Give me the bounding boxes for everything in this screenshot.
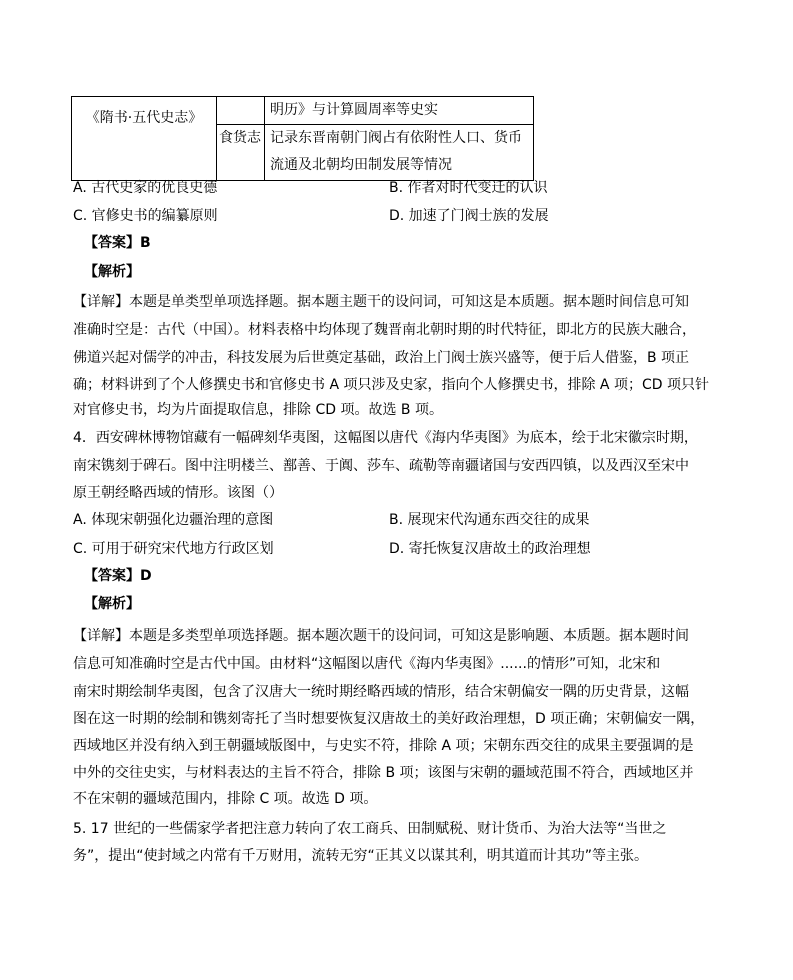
q3-option-d: D. 加速了门阀士族的发展 — [389, 208, 549, 224]
table-row1-cell — [265, 97, 534, 125]
q3-answer: 【答案】B — [84, 235, 151, 251]
q4-analysis-heading: 【解析】 — [84, 596, 140, 612]
q4-detail-line: 中外的交往史实，与材料表达的主旨不符合，排除 B 项；该图与宋朝的疆域范围不符合，西域地区并 — [73, 765, 694, 781]
table-book-cell — [72, 97, 217, 181]
table-row1-text: 明历》与计算圆周率等史实 — [270, 102, 438, 118]
q4-option-c: C. 可用于研究宋代地方行政区划 — [73, 541, 274, 557]
q4-detail-line: 南宋时期绘制华夷图，包含了汉唐大一统时期经略西域的情形，结合宋朝偏安一隅的历史背景，这幅 — [73, 684, 689, 700]
q4-detail-line: 不在宋朝的疆域范围内，排除 C 项。故选 D 项。 — [73, 791, 378, 807]
table-row2-line: 流通及北朝均田制发展等情况 — [270, 157, 452, 174]
q5-stem-line: 5. 17 世纪的一些儒家学者把注意力转向了农工商兵、田制赋税、财计货币、为治大法等“当世之 — [73, 821, 667, 837]
q4-detail-line: 信息可知准确时空是古代中国。由材料“这幅图以唐代《海内华夷图》......的情形”可知，北宋和 — [73, 656, 661, 672]
q4-option-a: A. 体现宋朝强化边疆治理的意图 — [73, 512, 274, 528]
table-row2-cell — [265, 125, 534, 181]
table-row2-line: 记录东晋南朝门阀占有依附性人口、货币 — [270, 130, 522, 147]
q3-detail-line: 【详解】本题是单类型单项选择题。据本题主题干的设问词，可知这是本质题。据本题时间信息可知 — [73, 294, 689, 310]
table-section-cell — [217, 125, 265, 181]
q3-detail-line: 准确时空是：古代（中国）。材料表格中均体现了魏晋南北朝时期的时代特征，即北方的民族大融合， — [73, 322, 696, 338]
history-table — [71, 96, 534, 181]
q3-detail-line: 佛道兴起对儒学的冲击，科技发展为后世奠定基础，政治上门阀士族兴盛等，便于后人借鉴，B 项正 — [73, 350, 690, 366]
q4-stem-line: 4．西安碑林博物馆藏有一幅碑刻华夷图，这幅图以唐代《海内华夷图》为底本，绘于北宋徽宗时期， — [73, 430, 698, 446]
table-section-label: 食货志 — [219, 130, 261, 147]
q5-stem-line: 务”，提出“使封域之内常有千万财用，流转无穷“正其义以谋其利，明其道而计其功”等主张。 — [73, 848, 649, 864]
q3-detail-line: 确；材料讲到了个人修撰史书和官修史书 A 项只涉及史家，指向个人修撰史书，排除 A 项；CD 项只针 — [73, 377, 709, 393]
q4-stem-line: 南宋镌刻于碑石。图中注明楼兰、鄯善、于阗、莎车、疏勒等南疆诸国与安西四镇，以及西汉至宋中 — [73, 458, 689, 474]
q4-detail-line: 西域地区并没有纳入到王朝疆域版图中，与史实不符，排除 A 项；宋朝东西交往的成果主要强调的是 — [73, 738, 694, 754]
q4-option-b: B. 展现宋代沟通东西交往的成果 — [389, 512, 590, 528]
q3-option-b: B. 作者对时代变迁的认识 — [389, 180, 548, 196]
q4-option-d: D. 寄托恢复汉唐故土的政治理想 — [389, 541, 591, 557]
q3-option-a: A. 古代史家的优良史德 — [73, 180, 218, 196]
q4-detail-line: 图在这一时期的绘制和镌刻寄托了当时想要恢复汉唐故土的美好政治理想，D 项正确；宋朝偏安一隅， — [73, 711, 705, 727]
q3-analysis-heading: 【解析】 — [84, 264, 140, 280]
q3-option-c: C. 官修史书的编纂原则 — [73, 208, 218, 224]
table-book-title: 《隋书·五代史志》 — [85, 110, 203, 126]
q4-stem-line: 原王朝经略西域的情形。该图（） — [73, 485, 283, 501]
table-empty-cell — [217, 97, 265, 125]
q4-answer: 【答案】D — [84, 568, 152, 584]
q4-detail-line: 【详解】本题是多类型单项选择题。据本题次题干的设问词，可知这是影响题、本质题。据本题时间 — [73, 628, 689, 644]
q3-detail-line: 对官修史书，均为片面提取信息，排除 CD 项。故选 B 项。 — [73, 402, 443, 418]
